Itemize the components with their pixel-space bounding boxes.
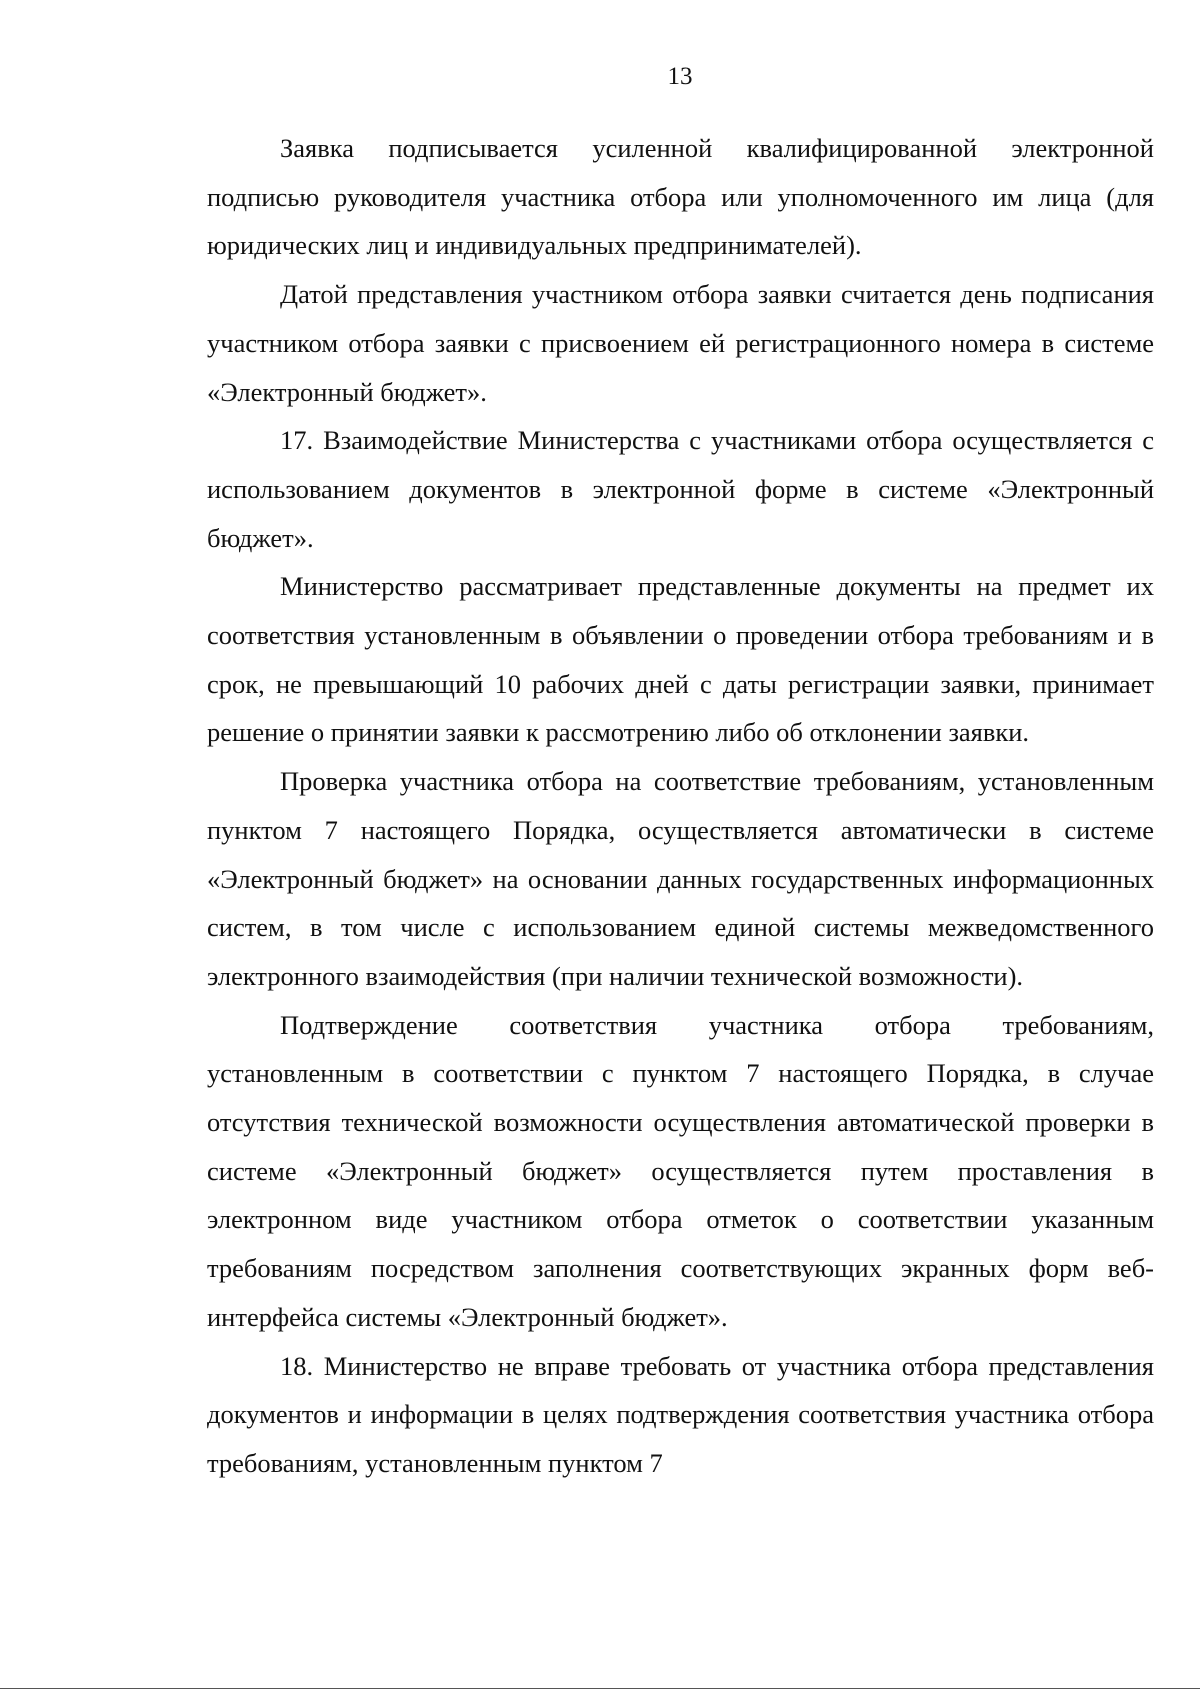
paragraph-automatic-check: Проверка участника отбора на соответствие требованиям, установленным пунктом 7 настоящего Порядка, осуществляется автоматически в системе «Электронный бюджет» на основании данных государственных информационных систем, в том числе с использованием единой системы межведомственного электронного взаимодействия (при наличии технической возможности). [207,766,1154,991]
paragraph-confirmation: Подтверждение соответствия участника отбора требованиям, установленным в соответствии с пунктом 7 настоящего Порядка, в случае отсутствия технической возможности осуществления автоматической проверки в системе «Электронный бюджет» осуществляется путем проставления в электронном виде участником отбора отметок о соответствии указанным требованиям посредством заполнения соответствующих экранных форм веб-интерфейса системы «Электронный бюджет». [207,1009,1154,1332]
paragraph-signature: Заявка подписывается усиленной квалифицированной электронной подписью руководителя участника отбора или уполномоченного им лица (для юридических лиц и индивидуальных предпринимателей). [207,133,1154,261]
paragraph-item-17: 17. Взаимодействие Министерства с участниками отбора осуществляется с использованием документов в электронной форме в системе «Электронный бюджет». [207,425,1154,553]
document-body [207,124,1154,1488]
paragraph-ministry-review: Министерство рассматривает представленные документы на предмет их соответствия установленным в объявлении о проведении отбора требованиям и в срок, не превышающий 10 рабочих дней с даты регистрации заявки, принимает решение о принятии заявки к рассмотрению либо об отклонении заявки. [207,571,1154,748]
paragraph-submission-date: Датой представления участником отбора заявки считается день подписания участником отбора заявки с присвоением ей регистрационного номера в системе «Электронный бюджет». [207,279,1154,407]
bottom-scan-line [0,1688,1200,1689]
page-number: 13 [667,63,693,90]
paragraph-item-18: 18. Министерство не вправе требовать от участника отбора представления документов и информации в целях подтверждения соответствия участника отбора требованиям, установленным пунктом 7 [207,1350,1154,1478]
